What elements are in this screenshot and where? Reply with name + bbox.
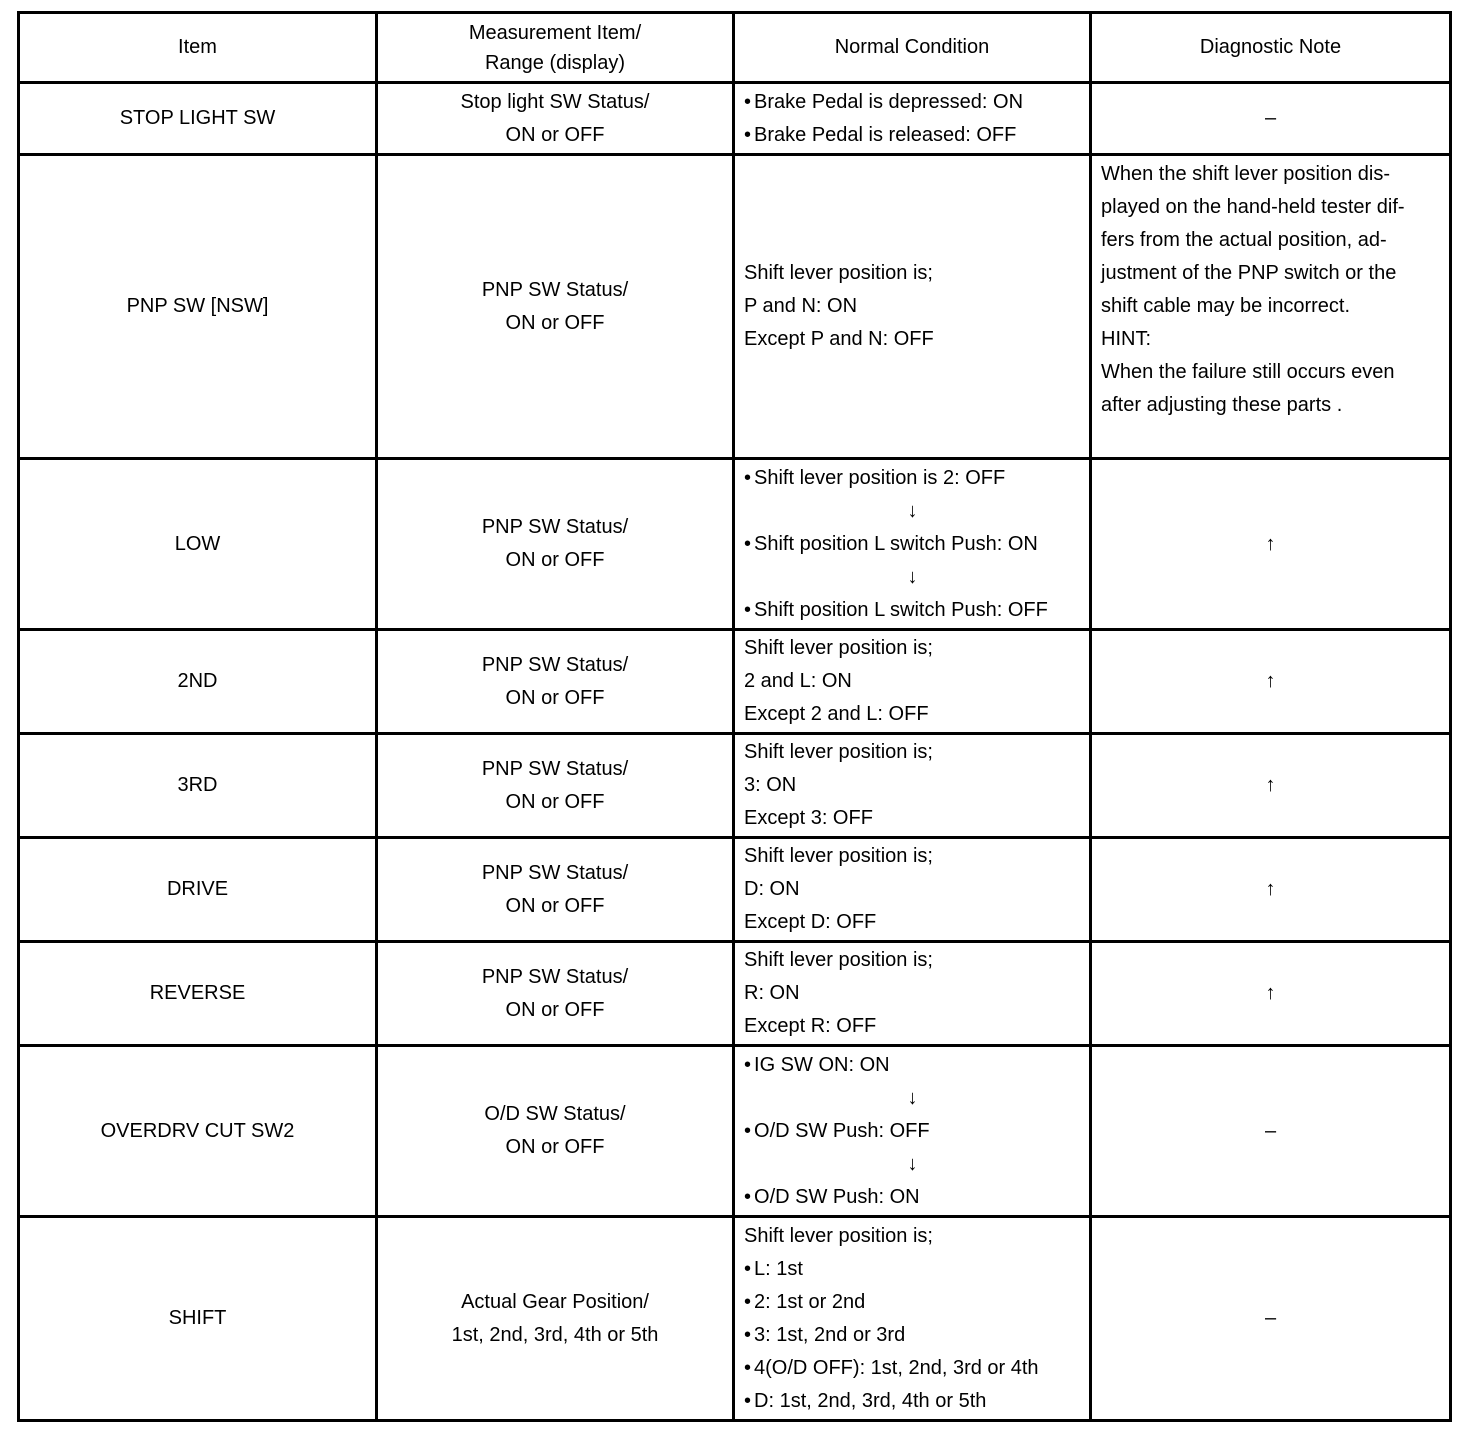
down-arrow-icon: ↓ xyxy=(907,1152,918,1175)
note-cell: ↑ xyxy=(1091,630,1451,734)
down-arrow-icon: ↓ xyxy=(907,1086,918,1109)
condition-cell: Shift lever position is; 2 and L: ON Except 2 and L: OFF xyxy=(734,630,1091,734)
table-row xyxy=(19,1046,1451,1217)
note-cell: ↑ xyxy=(1091,942,1451,1046)
table-row xyxy=(19,734,1451,838)
condition-cell: • Brake Pedal is depressed: ON • Brake Pedal is released: OFF xyxy=(734,83,1091,155)
down-arrow-icon: ↓ xyxy=(907,565,918,588)
header-diagnostic-note: Diagnostic Note xyxy=(1091,13,1451,83)
measure-cell: PNP SW Status/ ON or OFF xyxy=(377,734,734,838)
measure-cell: Actual Gear Position/ 1st, 2nd, 3rd, 4th or 5th xyxy=(377,1217,734,1421)
header-row xyxy=(19,13,1451,83)
item-cell: LOW xyxy=(19,459,377,630)
item-cell: DRIVE xyxy=(19,838,377,942)
condition-cell: Shift lever position is; • L: 1st • 2: 1st or 2nd • 3: 1st, 2nd or 3rd • 4(O/D OFF): 1st, 2nd, 3rd or 4th • D: 1st, 2nd, 3rd, 4th or 5th xyxy=(734,1217,1091,1421)
condition-cell: • Shift lever position is 2: OFF ↓ • Shift position L switch Push: ON ↓ • Shift position L switch Push: OFF xyxy=(734,459,1091,630)
item-cell: 2ND xyxy=(19,630,377,734)
measure-cell: PNP SW Status/ ON or OFF xyxy=(377,942,734,1046)
note-cell: ↑ xyxy=(1091,734,1451,838)
note-cell: – xyxy=(1091,1217,1451,1421)
condition-cell: Shift lever position is; R: ON Except R: OFF xyxy=(734,942,1091,1046)
condition-cell: Shift lever position is; P and N: ON Except P and N: OFF xyxy=(734,155,1091,459)
measure-cell: PNP SW Status/ ON or OFF xyxy=(377,155,734,459)
measure-cell: PNP SW Status/ ON or OFF xyxy=(377,630,734,734)
header-normal-condition: Normal Condition xyxy=(734,13,1091,83)
item-cell: REVERSE xyxy=(19,942,377,1046)
item-cell: 3RD xyxy=(19,734,377,838)
table-row xyxy=(19,459,1451,630)
table-row xyxy=(19,942,1451,1046)
measure-cell: O/D SW Status/ ON or OFF xyxy=(377,1046,734,1217)
condition-cell: • IG SW ON: ON ↓ • O/D SW Push: OFF ↓ • O/D SW Push: ON xyxy=(734,1046,1091,1217)
table-row xyxy=(19,838,1451,942)
item-cell: SHIFT xyxy=(19,1217,377,1421)
table-row xyxy=(19,630,1451,734)
header-measurement: Measurement Item/ Range (display) xyxy=(377,13,734,83)
down-arrow-icon: ↓ xyxy=(907,499,918,522)
note-cell: – xyxy=(1091,83,1451,155)
table-row xyxy=(19,83,1451,155)
item-cell: PNP SW [NSW] xyxy=(19,155,377,459)
measure-cell: PNP SW Status/ ON or OFF xyxy=(377,459,734,630)
condition-cell: Shift lever position is; 3: ON Except 3: OFF xyxy=(734,734,1091,838)
condition-cell: Shift lever position is; D: ON Except D: OFF xyxy=(734,838,1091,942)
table-row xyxy=(19,1217,1451,1421)
note-cell: When the shift lever position dis- played on the hand-held tester dif- fers from the actual position, ad- justment of the PNP switch or the shift cable may be incorrect. HINT: When the failure still occurs even after adjusting these parts . xyxy=(1091,155,1451,459)
note-cell: ↑ xyxy=(1091,459,1451,630)
note-cell: – xyxy=(1091,1046,1451,1217)
header-item: Item xyxy=(19,13,377,83)
table-row xyxy=(19,155,1451,459)
diagnostic-table xyxy=(17,11,1452,1422)
item-cell: OVERDRV CUT SW2 xyxy=(19,1046,377,1217)
measure-cell: Stop light SW Status/ ON or OFF xyxy=(377,83,734,155)
measure-cell: PNP SW Status/ ON or OFF xyxy=(377,838,734,942)
note-cell: ↑ xyxy=(1091,838,1451,942)
item-cell: STOP LIGHT SW xyxy=(19,83,377,155)
